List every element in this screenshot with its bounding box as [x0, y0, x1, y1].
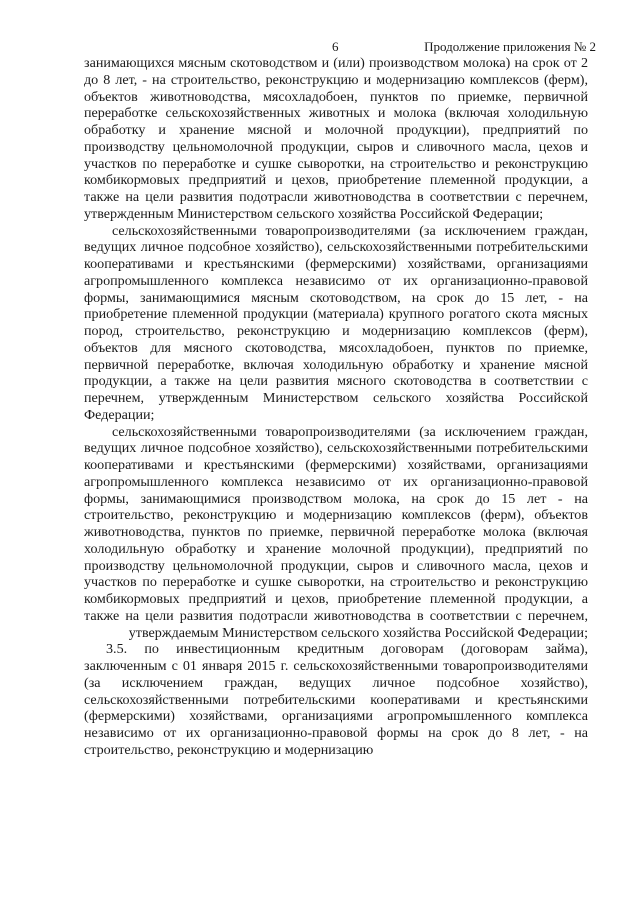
paragraph-dairy: сельскохозяйственными товаропроизводителями (за исключением граждан, ведущих личное подсобное хозяйство), сельскохозяйственными потребительскими кооперативами и крестьянскими (фермерскими) хозяйствами, организациями агропромышленного комплекса независимо от их организационно-правовой формы, занимающимися производством молока, на срок до 15 лет - на строительство, реконструкцию и модернизацию комплексов (ферм), объектов животноводства, пунктов по приемке, первичной переработке молока (включая холодильную обработку и хранение молочной продукции), предприятий по производству цельномолочной продукции, сыров и сливочного масла, цехов и участков по переработке и сушке сыворотки, на строительство и реконструкцию комбикормовых предприятий и цехов, приобретение племенной продукции, а также на цели развития подотрасли животноводства в соответствии с перечнем, утверждаемым Министерством сельского хозяйства Российской Федерации;: [84, 423, 588, 641]
paragraph-beef-cattle: сельскохозяйственными товаропроизводителями (за исключением граждан, ведущих личное подсобное хозяйство), сельскохозяйственными потребительскими кооперативами и крестьянскими (фермерскими) хозяйствами, организациями агропромышленного комплекса независимо от их организационно-правовой формы, занимающимися мясным скотоводством, на срок до 15 лет, - на приобретение племенной продукции (материала) крупного рогатого скота мясных пород, строительство, реконструкцию и модернизацию комплексов (ферм), объектов для мясного скотоводства, мясохладобоен, пунктов по приемке, первичной переработке, включая холодильную обработку и хранение мясной продукции, а также на цели развития мясного скотоводства в соответствии с перечнем, утвержденным Министерством сельского хозяйства Российской Федерации;: [84, 222, 588, 423]
page-header: [0, 38, 640, 56]
document-body: [84, 55, 588, 759]
page-number: 6: [332, 39, 339, 54]
appendix-continuation-label: Продолжение приложения № 2: [424, 39, 596, 54]
paragraph-clause-3-5: 3.5. по инвестиционным кредитным договорам (договорам займа), заключенным с 01 января 2015 г. сельскохозяйственными товаропроизводителями (за исключением граждан, ведущих личное подсобное хозяйство), сельскохозяйственными потребительскими кооперативами и крестьянскими (фермерскими) хозяйствами, организациями агропромышленного комплекса независимо от их организационно-правовой формы на срок до 8 лет, - на строительство, реконструкцию и модернизацию: [84, 641, 588, 758]
paragraph-continued: занимающихся мясным скотоводством и (или) производством молока) на срок от 2 до 8 лет, - на строительство, реконструкцию и модернизацию комплексов (ферм), объектов животноводства, мясохладобоен, пунктов по приемке, первичной переработке сельскохозяйственных животных и молока (включая холодильную обработку и хранение мясной и молочной продукции), предприятий по производству цельномолочной продукции, сыров и сливочного масла, цехов и участков по переработке и сушке сыворотки, на строительство и реконструкцию комбикормовых предприятий и цехов, приобретение племенной продукции, а также на цели развития подотрасли животноводства в соответствии с перечнем, утвержденным Министерством сельского хозяйства Российской Федерации;: [84, 55, 588, 222]
